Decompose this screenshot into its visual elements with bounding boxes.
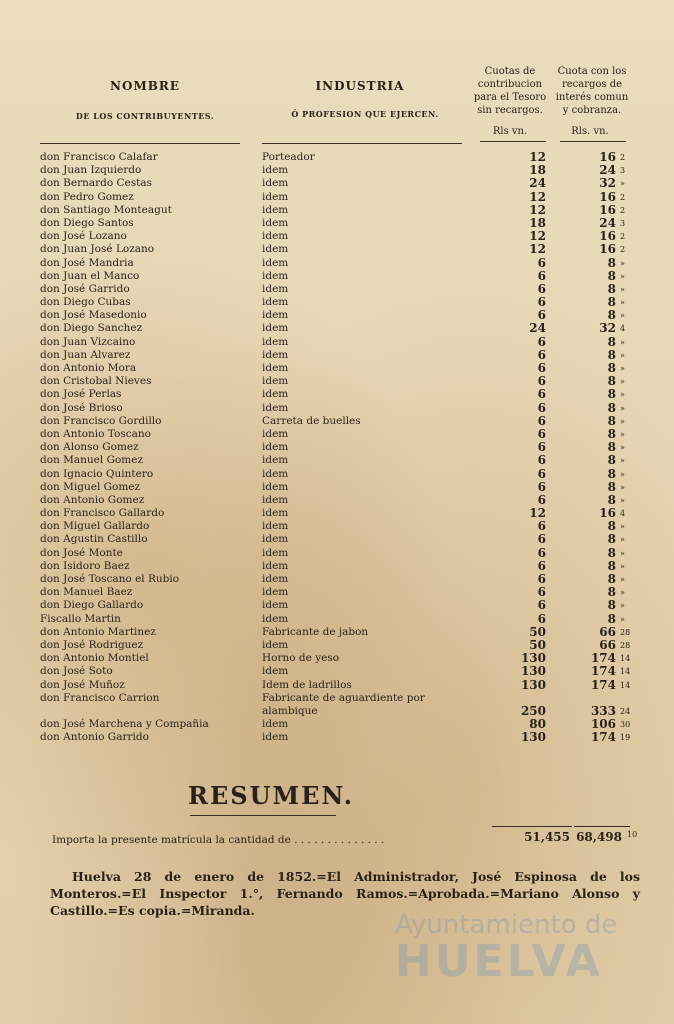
header-rule-name — [40, 143, 240, 144]
col-industry-subtitle: Ó PROFESION QUE EJERCEN. — [291, 109, 439, 119]
contributor-name: don Diego Cubas — [40, 296, 131, 309]
profession: idem — [262, 190, 289, 203]
profession: idem — [262, 467, 289, 480]
table-row — [0, 283, 674, 296]
table-row — [0, 270, 674, 283]
contributor-name: don Miguel Gomez — [40, 480, 141, 493]
profession: idem — [262, 282, 289, 295]
quota-base: 6 — [537, 558, 546, 573]
quota-with-surcharge: 8 — [607, 545, 616, 560]
quota-with-surcharge: 32 — [599, 176, 616, 191]
contributor-name: don José Masedonio — [40, 309, 147, 322]
quota-with-surcharge: 8 — [607, 466, 616, 481]
profession: idem — [262, 256, 289, 269]
quota-base: 12 — [529, 242, 546, 257]
contributor-name: don Francisco Gallardo — [40, 507, 165, 520]
col-a-unit: Rls vn. — [492, 126, 528, 137]
quota-base: 6 — [537, 479, 546, 494]
profession: idem — [262, 401, 289, 414]
quota-cents: 28 — [620, 640, 631, 650]
quota-cents: 28 — [620, 627, 631, 637]
profession: idem — [262, 480, 289, 493]
total-a: 51,455 — [524, 830, 570, 844]
quota-with-surcharge: 8 — [607, 440, 616, 455]
quota-cents: » — [620, 377, 625, 387]
quota-with-surcharge: 8 — [607, 374, 616, 389]
col-industry-title: INDUSTRIA — [315, 79, 405, 93]
contributor-name: don Diego Sanchez — [40, 322, 143, 335]
table-row — [0, 718, 674, 731]
quota-base: 250 — [520, 703, 546, 718]
profession: idem — [262, 612, 289, 625]
contributor-name: don José Toscano el Rubio — [40, 573, 180, 585]
quota-with-surcharge: 8 — [607, 426, 616, 441]
table-row — [0, 441, 674, 454]
profession: Carreta de buelles — [262, 414, 361, 427]
table-row — [0, 481, 674, 494]
quota-cents: » — [620, 311, 625, 321]
table-row — [0, 428, 674, 441]
contributor-name: don Francisco Calafar — [40, 151, 158, 163]
table-row — [0, 402, 674, 415]
quota-base: 6 — [537, 281, 546, 296]
profession: idem — [262, 269, 289, 282]
quota-base: 6 — [537, 387, 546, 402]
quota-cents: 3 — [620, 166, 626, 176]
quota-with-surcharge: 66 — [599, 624, 616, 639]
contributor-name: don Diego Santos — [40, 216, 134, 229]
contributor-name: don Antonio Martinez — [40, 625, 156, 638]
contributor-name: don Santiago Monteagut — [40, 203, 172, 216]
table-row — [0, 336, 674, 349]
table-row — [0, 388, 674, 401]
quota-base: 6 — [537, 413, 546, 428]
quota-cents: » — [620, 364, 625, 373]
table-row — [0, 626, 674, 639]
quota-base: 6 — [537, 440, 546, 455]
contributor-name: don Bernardo Cestas — [40, 177, 153, 190]
col-name-subtitle: DE LOS CONTRIBUYENTES. — [75, 111, 215, 121]
header-rule-industry — [262, 143, 462, 144]
profession: idem — [262, 454, 289, 467]
profession: idem — [262, 375, 289, 388]
profession: Fabricante de aguardiente por alambique — [262, 691, 425, 717]
table-row — [0, 375, 674, 388]
table-row — [0, 151, 674, 164]
quota-with-surcharge: 8 — [607, 558, 616, 573]
table-row — [0, 257, 674, 270]
quota-cents: » — [620, 561, 625, 571]
quota-cents: 4 — [620, 324, 626, 334]
quota-base: 6 — [537, 295, 546, 310]
quota-base: 6 — [537, 268, 546, 283]
profession: idem — [262, 638, 289, 651]
quota-base: 12 — [529, 202, 546, 217]
col-b-unit: Rls. vn. — [571, 126, 609, 137]
quota-cents: » — [620, 443, 625, 453]
profession: idem — [262, 309, 289, 322]
contributor-name: don José Lozano — [40, 230, 127, 243]
quota-cents: 2 — [620, 232, 626, 242]
summary-underline — [190, 815, 336, 816]
col-name-title: NOMBRE — [110, 79, 180, 93]
contributor-name: don Francisco Carrion — [40, 691, 160, 704]
quota-cents: » — [620, 429, 625, 439]
contributor-name: don Manuel Gomez — [40, 454, 144, 467]
summary-title: RESUMEN. — [188, 781, 355, 810]
quota-with-surcharge: 8 — [607, 572, 616, 586]
quota-cents: » — [620, 403, 625, 413]
col-b-title: Cuota con los recargos de interés comun y cobranza. — [555, 66, 629, 116]
profession: idem — [262, 533, 289, 546]
table-row — [0, 204, 674, 217]
quota-with-surcharge: 8 — [607, 347, 616, 362]
profession: idem — [262, 520, 289, 533]
profession: idem — [262, 599, 289, 612]
quota-base: 24 — [529, 321, 546, 336]
table-row — [0, 362, 674, 375]
total-c: 10 — [627, 830, 638, 839]
contributor-name: don Juan Alvarez — [40, 348, 131, 361]
quota-base: 130 — [520, 677, 546, 692]
quota-with-surcharge: 8 — [607, 532, 616, 547]
profession: Idem de ladrillos — [262, 678, 352, 691]
contributor-name: don Antonio Toscano — [40, 427, 151, 440]
quota-cents: 2 — [620, 153, 626, 162]
quota-base: 12 — [529, 506, 546, 521]
contributor-name: don José Muñoz — [40, 678, 125, 691]
quota-base: 18 — [529, 163, 546, 178]
archive-watermark — [395, 910, 618, 987]
quota-with-surcharge: 8 — [607, 268, 616, 283]
contributor-name: don Antonio Gomez — [40, 493, 145, 506]
contributor-name: don Pedro Gomez — [40, 190, 134, 203]
quota-with-surcharge: 8 — [607, 255, 616, 270]
profession: idem — [262, 730, 289, 743]
profession: idem — [262, 665, 289, 678]
col-a-title: Cuotas de contribucion para el Tesoro sin recargos. — [473, 66, 547, 116]
contributor-name: don José Garrido — [40, 282, 130, 295]
quota-cents: 2 — [620, 192, 626, 202]
quota-with-surcharge: 16 — [599, 506, 616, 521]
quota-cents: » — [620, 535, 625, 545]
total-rule-a — [492, 826, 572, 827]
signature-paragraph: Huelva 28 de enero de 1852.=El Administrador, José Espinosa de los Monteros.=El Inspector 1.°, Fernando Ramos.=Aprobada.=Mariano Alonso y Castillo.=Es copia.=Miranda. — [50, 869, 640, 918]
quota-with-surcharge: 8 — [607, 334, 616, 349]
quota-cents: 3 — [620, 218, 626, 228]
contributor-name: Fiscallo Martin — [40, 612, 121, 625]
quota-cents: 14 — [620, 680, 631, 690]
profession: idem — [262, 507, 289, 520]
contributor-name: don Francisco Gordillo — [40, 414, 162, 427]
profession: idem — [262, 296, 289, 309]
quota-cents: » — [620, 588, 625, 598]
table-row — [0, 613, 674, 626]
quota-base: 6 — [537, 400, 546, 415]
table-row — [0, 731, 674, 744]
profession: idem — [262, 493, 289, 506]
contributor-name: don Juan Vizcaino — [40, 335, 136, 348]
quota-cents: » — [620, 495, 625, 505]
profession: idem — [262, 546, 289, 559]
table-row — [0, 692, 674, 718]
quota-base: 6 — [537, 611, 546, 626]
quota-base: 6 — [537, 374, 546, 389]
table-row — [0, 322, 674, 335]
quota-with-surcharge: 8 — [607, 281, 616, 296]
table-row — [0, 507, 674, 520]
quota-with-surcharge: 8 — [607, 413, 616, 428]
profession: idem — [262, 335, 289, 348]
table-row — [0, 573, 674, 586]
quota-base: 6 — [537, 572, 546, 586]
table-row — [0, 560, 674, 573]
quota-with-surcharge: 8 — [607, 400, 616, 415]
profession: idem — [262, 441, 289, 454]
total-rule-b — [574, 826, 630, 827]
quota-base: 6 — [537, 598, 546, 613]
table-row — [0, 415, 674, 428]
quota-with-surcharge: 8 — [607, 585, 616, 600]
quota-base: 50 — [529, 637, 546, 652]
contributor-name: don Antonio Garrido — [40, 730, 149, 743]
quota-cents: 2 — [620, 245, 626, 255]
quota-base: 12 — [529, 150, 546, 164]
quota-with-surcharge: 174 — [590, 651, 616, 666]
quota-base: 6 — [537, 519, 546, 534]
header-rule-a — [480, 141, 546, 142]
quota-with-surcharge: 8 — [607, 295, 616, 310]
quota-cents: 30 — [620, 719, 631, 729]
contributor-name: don José Brioso — [40, 401, 123, 414]
profession: idem — [262, 559, 289, 572]
contributor-name: don Antonio Montiel — [40, 652, 149, 665]
quota-with-surcharge: 24 — [599, 163, 616, 178]
quota-base: 6 — [537, 255, 546, 270]
profession: idem — [262, 230, 289, 243]
quota-with-surcharge: 8 — [607, 479, 616, 494]
quota-base: 24 — [529, 176, 546, 191]
profession: idem — [262, 573, 289, 585]
watermark-line2: HUELVA — [395, 936, 603, 987]
quota-base: 6 — [537, 347, 546, 362]
contributor-name: don Miguel Gallardo — [40, 520, 150, 533]
quota-base: 130 — [520, 664, 546, 679]
contributor-name: don José Marchena y Compañia — [40, 717, 209, 730]
table-row — [0, 349, 674, 362]
table-row — [0, 454, 674, 467]
profession: idem — [262, 216, 289, 229]
total-b: 68,498 — [576, 830, 622, 844]
quota-base: 6 — [537, 492, 546, 507]
table-row — [0, 533, 674, 546]
quota-cents: » — [620, 337, 625, 347]
profession: idem — [262, 164, 289, 177]
table-row — [0, 309, 674, 322]
table-row — [0, 191, 674, 204]
table-row — [0, 547, 674, 560]
quota-cents: » — [620, 548, 625, 558]
profession: idem — [262, 362, 289, 374]
quota-cents: » — [620, 575, 625, 584]
quota-cents: » — [620, 390, 625, 400]
quota-with-surcharge: 8 — [607, 611, 616, 626]
quota-base: 6 — [537, 426, 546, 441]
quota-cents: » — [620, 350, 625, 360]
table-row — [0, 586, 674, 599]
table-row — [0, 230, 674, 243]
quota-cents: » — [620, 298, 625, 308]
summary-label: Importa la presente matrícula la cantidad de . . . . . . . . . . . . . . — [52, 834, 385, 846]
quota-with-surcharge: 16 — [599, 242, 616, 257]
quota-with-surcharge: 174 — [590, 729, 616, 744]
quota-cents: » — [620, 258, 625, 268]
table-row — [0, 217, 674, 230]
quota-cents: 14 — [620, 667, 631, 677]
table-row — [0, 652, 674, 665]
quota-with-surcharge: 8 — [607, 453, 616, 468]
contributor-name: don Juan José Lozano — [40, 243, 155, 256]
quota-cents: » — [620, 456, 625, 466]
quota-base: 6 — [537, 466, 546, 481]
quota-with-surcharge: 32 — [599, 321, 616, 336]
contributor-name: don Agustin Castillo — [40, 533, 148, 546]
contributor-name: don Cristobal Nieves — [40, 375, 152, 388]
quota-with-surcharge: 333 — [590, 703, 616, 718]
quota-with-surcharge: 8 — [607, 492, 616, 507]
quota-base: 12 — [529, 229, 546, 244]
quota-base: 12 — [529, 189, 546, 204]
quota-base: 6 — [537, 334, 546, 349]
quota-base: 6 — [537, 308, 546, 323]
quota-base: 6 — [537, 453, 546, 468]
profession: idem — [262, 322, 289, 335]
table-row — [0, 177, 674, 190]
contributor-name: don Juan Izquierdo — [40, 164, 142, 177]
table-row — [0, 243, 674, 256]
quota-with-surcharge: 174 — [590, 677, 616, 692]
profession: idem — [262, 427, 289, 440]
profession: idem — [262, 177, 289, 190]
quota-with-surcharge: 24 — [599, 215, 616, 230]
table-row — [0, 164, 674, 177]
quota-with-surcharge: 174 — [590, 664, 616, 679]
profession: idem — [262, 586, 289, 599]
quota-with-surcharge: 106 — [590, 716, 616, 731]
quota-cents: » — [620, 469, 625, 479]
quota-cents: 14 — [620, 654, 631, 664]
quota-base: 18 — [529, 215, 546, 230]
quota-with-surcharge: 16 — [599, 229, 616, 244]
quota-base: 130 — [520, 729, 546, 744]
quota-base: 80 — [529, 716, 546, 731]
contributor-name: don Manuel Baez — [40, 586, 133, 599]
contributor-name: don José Rodriguez — [40, 638, 144, 651]
quota-with-surcharge: 16 — [599, 150, 616, 164]
quota-with-surcharge: 16 — [599, 189, 616, 204]
profession: Porteador — [262, 151, 315, 163]
profession: Fabricante de jabon — [262, 625, 369, 638]
contributor-name: don José Mandria — [40, 256, 134, 269]
contributor-name: don José Soto — [40, 665, 113, 678]
quota-cents: » — [620, 179, 625, 189]
quota-base: 6 — [537, 585, 546, 600]
quota-base: 6 — [537, 361, 546, 375]
quota-cents: 19 — [620, 732, 631, 742]
contributor-name: don Antonio Mora — [40, 362, 137, 374]
table-row — [0, 599, 674, 612]
quota-base: 50 — [529, 624, 546, 639]
header-rule-b — [560, 141, 626, 142]
quota-base: 130 — [520, 651, 546, 666]
contributor-name: don José Perlas — [40, 388, 122, 401]
quota-cents: » — [620, 522, 625, 532]
quota-with-surcharge: 16 — [599, 202, 616, 217]
quota-cents: 4 — [620, 509, 626, 519]
table-row — [0, 296, 674, 309]
contributor-name: don Juan el Manco — [40, 269, 140, 282]
quota-cents: » — [620, 482, 625, 492]
quota-cents: » — [620, 284, 625, 294]
table-row — [0, 520, 674, 533]
quota-with-surcharge: 66 — [599, 637, 616, 652]
quota-cents: 2 — [620, 205, 626, 215]
quota-with-surcharge: 8 — [607, 361, 616, 375]
quota-cents: » — [620, 601, 625, 611]
watermark-line1: Ayuntamiento de — [395, 910, 618, 940]
contributor-name: don Diego Gallardo — [40, 599, 144, 612]
quota-cents: » — [620, 271, 625, 281]
quota-with-surcharge: 8 — [607, 598, 616, 613]
table-row — [0, 494, 674, 507]
quota-base: 6 — [537, 532, 546, 547]
table-row — [0, 468, 674, 481]
table-row — [0, 679, 674, 692]
contributor-name: don Isidoro Baez — [40, 559, 130, 572]
contributor-name: don Alonso Gomez — [40, 441, 139, 454]
profession: idem — [262, 203, 289, 216]
quota-cents: 24 — [620, 706, 631, 716]
table-row — [0, 665, 674, 678]
quota-with-surcharge: 8 — [607, 308, 616, 323]
contributor-name: don José Monte — [40, 546, 123, 559]
profession: idem — [262, 717, 289, 730]
quota-base: 6 — [537, 545, 546, 560]
profession: idem — [262, 348, 289, 361]
quota-cents: » — [620, 614, 625, 624]
quota-with-surcharge: 8 — [607, 387, 616, 402]
quota-with-surcharge: 8 — [607, 519, 616, 534]
profession: idem — [262, 388, 289, 401]
contributor-name: don Ignacio Quintero — [40, 467, 154, 480]
profession: idem — [262, 243, 289, 256]
profession: Horno de yeso — [262, 652, 340, 665]
table-row — [0, 639, 674, 652]
quota-cents: » — [620, 416, 625, 426]
contributors-table — [0, 151, 674, 744]
